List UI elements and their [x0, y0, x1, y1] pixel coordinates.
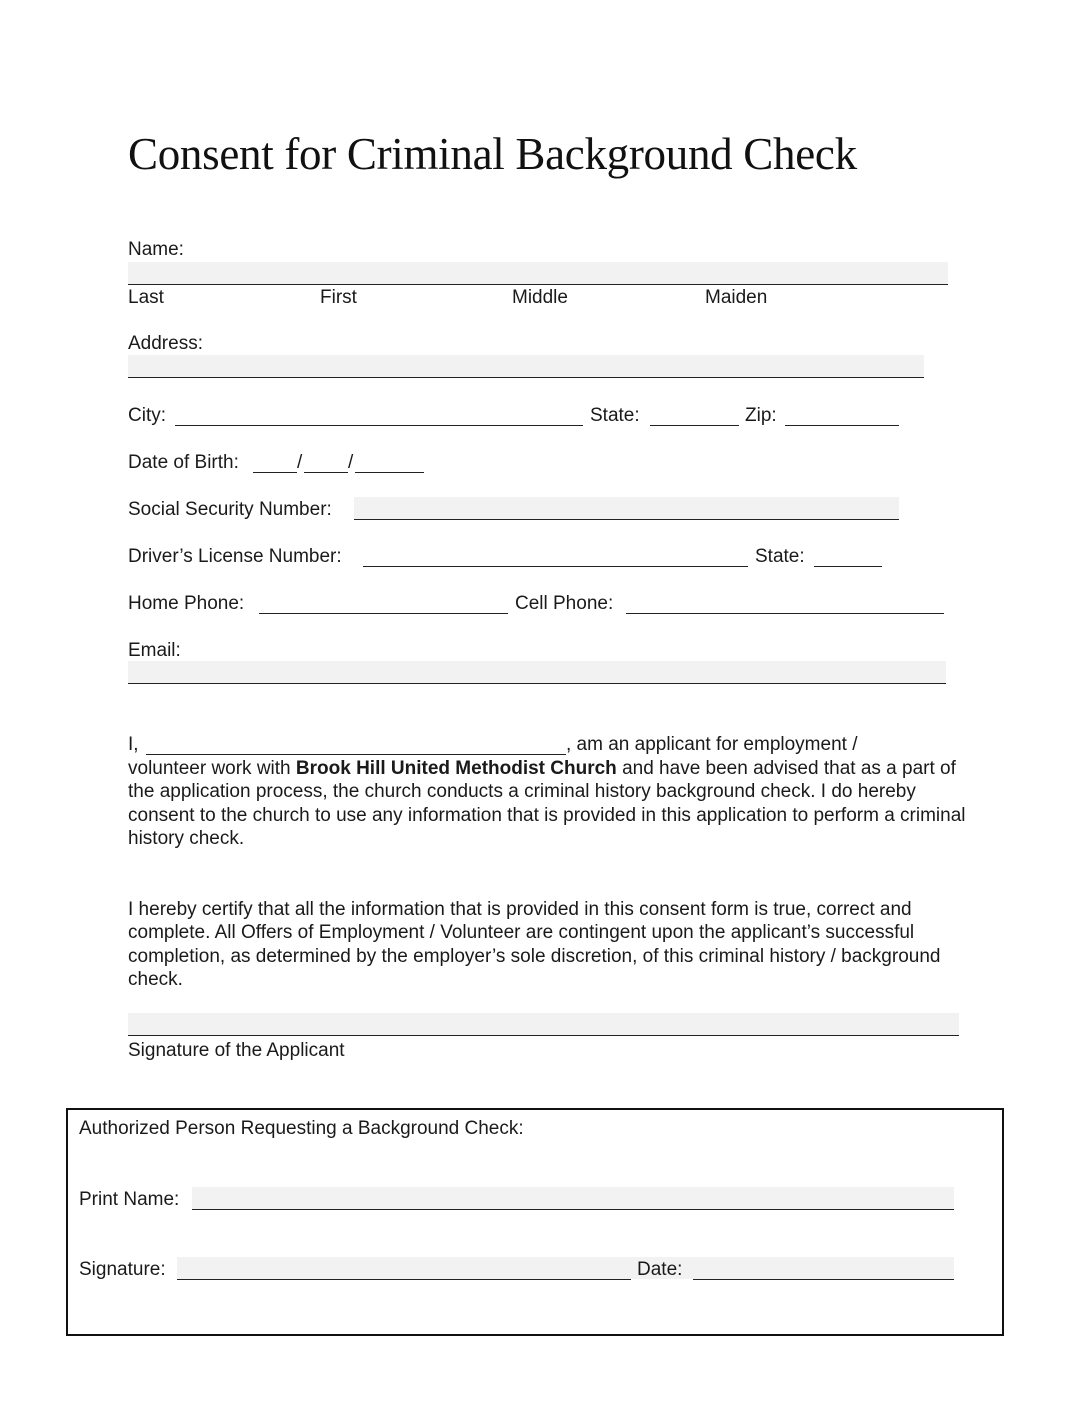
applicant-name-field[interactable]	[146, 754, 566, 755]
name-underline	[128, 284, 948, 285]
print-name-field[interactable]	[192, 1209, 954, 1210]
dob-separator: /	[348, 452, 354, 473]
dob-month-field[interactable]	[253, 472, 297, 473]
church-name: Brook Hill United Methodist Church	[295, 758, 617, 779]
date-field[interactable]	[693, 1279, 954, 1280]
certify-paragraph: I hereby certify that all the information that is provided in this consent form is true, correct and complete. All Offers of Employment / Volunteer are contingent upon the applicant’s successful completion, as determined by the employer’s sole discretion, of this criminal history / background check.	[128, 899, 941, 991]
dob-day-field[interactable]	[304, 472, 348, 473]
date-label: Date:	[637, 1259, 683, 1280]
license-state-field[interactable]	[814, 566, 882, 567]
name-middle-label: Middle	[512, 287, 568, 308]
city-label: City:	[128, 405, 166, 426]
authorized-box	[66, 1108, 1004, 1336]
name-label: Name:	[128, 239, 184, 260]
email-field[interactable]	[128, 661, 946, 683]
dob-separator: /	[297, 452, 303, 473]
page-title: Consent for Criminal Background Check	[128, 129, 857, 179]
consent-prefix: I,	[128, 734, 139, 755]
signature-line	[128, 1035, 959, 1036]
address-underline	[128, 377, 924, 378]
consent-paragraph	[128, 757, 968, 851]
zip-label: Zip:	[745, 405, 777, 426]
name-last-label: Last	[128, 287, 164, 308]
address-field[interactable]	[128, 355, 924, 377]
print-name-label: Print Name:	[79, 1189, 180, 1210]
license-label: Driver’s License Number:	[128, 546, 342, 567]
cell-phone-field[interactable]	[626, 613, 944, 614]
signature-field[interactable]	[128, 1013, 959, 1035]
authorized-signature-label: Signature:	[79, 1259, 166, 1280]
email-underline	[128, 683, 946, 684]
license-state-label: State:	[755, 546, 805, 567]
consent-text: volunteer work with	[128, 758, 296, 779]
state-field[interactable]	[650, 425, 739, 426]
name-maiden-label: Maiden	[705, 287, 768, 308]
consent-first-line-end: , am an applicant for employment /	[566, 734, 858, 755]
consent-text: and have been advised that as a	[616, 758, 897, 779]
ssn-label: Social Security Number:	[128, 499, 332, 520]
dob-label: Date of Birth:	[128, 452, 239, 473]
cell-phone-label: Cell Phone:	[515, 593, 614, 614]
authorized-signature-field[interactable]	[177, 1279, 631, 1280]
ssn-shade	[354, 497, 899, 519]
authorized-signature-shade	[177, 1257, 954, 1279]
name-field[interactable]	[128, 262, 948, 284]
authorized-heading: Authorized Person Requesting a Background Check:	[79, 1118, 524, 1139]
home-phone-field[interactable]	[259, 613, 508, 614]
name-first-label: First	[320, 287, 357, 308]
address-label: Address:	[128, 333, 203, 354]
license-field[interactable]	[363, 566, 748, 567]
state-label: State:	[590, 405, 640, 426]
signature-label: Signature of the Applicant	[128, 1040, 345, 1061]
zip-field[interactable]	[785, 425, 899, 426]
email-label: Email:	[128, 640, 181, 661]
print-name-shade	[192, 1187, 954, 1209]
home-phone-label: Home Phone:	[128, 593, 245, 614]
city-field[interactable]	[175, 425, 583, 426]
consent-text: part of the application process, the church conducts a criminal history background check. I do hereby consent to the church to use any information that is provided in this application to perform a criminal history check.	[128, 758, 966, 850]
ssn-field[interactable]	[354, 519, 899, 520]
dob-year-field[interactable]	[355, 472, 424, 473]
